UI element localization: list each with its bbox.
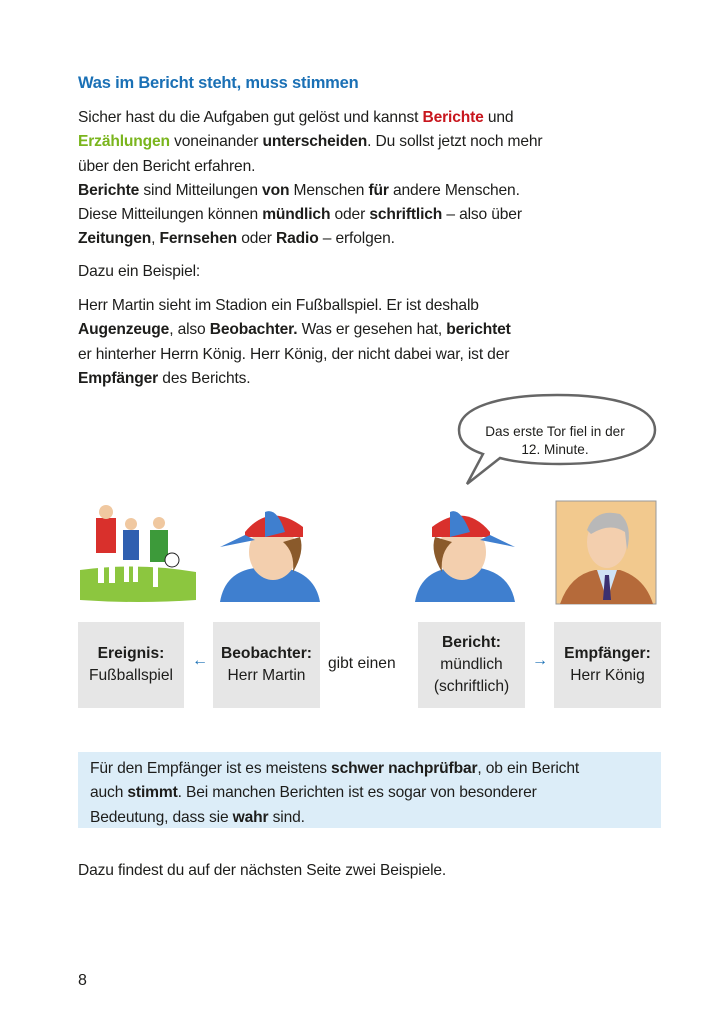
text-segment: Herr Martin sieht im Stadion ein Fußballspiel. Er ist deshalb	[78, 297, 479, 314]
text-segment: oder	[330, 206, 370, 224]
text-line	[78, 203, 542, 227]
page-heading: Was im Bericht steht, muss stimmen	[78, 74, 359, 92]
arrow-left-icon: ←	[192, 652, 208, 669]
receiver-value: Herr König	[570, 667, 645, 684]
emphasized-text: Empfänger	[78, 369, 159, 387]
emphasized-text: berichtet	[446, 321, 511, 339]
text-segment: voneinander	[169, 133, 263, 151]
observer-value: Herr Martin	[227, 667, 306, 684]
text-line	[78, 155, 542, 179]
event-title: Ereignis:	[97, 645, 165, 662]
emphasized-text: Berichte	[78, 181, 140, 199]
text-line	[90, 781, 579, 805]
text-segment: des Berichts.	[158, 369, 251, 387]
text-segment: Dazu ein Beispiel:	[78, 263, 201, 280]
text-segment: über den Bericht erfahren.	[78, 157, 256, 175]
text-segment: Menschen	[289, 181, 369, 199]
emphasized-text: stimmt	[127, 784, 178, 802]
receiver-title: Empfänger:	[564, 645, 651, 662]
text-segment: ,	[151, 230, 160, 248]
event-box	[78, 622, 184, 708]
observer-martin-illustration	[215, 502, 325, 602]
arrow-right-icon: →	[532, 652, 548, 669]
text-segment: – erfolgen.	[318, 230, 395, 248]
text-line	[78, 294, 511, 318]
emphasized-text: Beobachter.	[209, 321, 298, 339]
text-line	[78, 859, 446, 883]
emphasized-text: Zeitungen	[78, 230, 152, 248]
info-box	[78, 752, 661, 828]
emphasized-text: Radio	[276, 230, 319, 248]
example-paragraph	[78, 294, 511, 391]
text-segment: oder	[237, 230, 277, 248]
closing-text	[78, 859, 446, 883]
event-value: Fußballspiel	[88, 667, 174, 684]
observer-title: Beobachter:	[221, 645, 312, 662]
emphasized-text: Fernsehen	[159, 230, 238, 248]
text-segment: und	[483, 109, 514, 126]
text-segment: Sicher hast du die Aufgaben gut gelöst und kannst	[78, 109, 423, 126]
text-segment: er hinterher Herrn König. Herr König, der nicht dabei war, ist der	[78, 345, 510, 363]
text-segment: Diese Mitteilungen können	[78, 206, 263, 224]
text-segment: auch	[90, 784, 128, 802]
text-line	[78, 343, 511, 367]
emphasized-text: wahr	[232, 808, 269, 826]
receiver-koenig-illustration	[555, 500, 657, 605]
emphasized-text: Erzählungen	[78, 133, 170, 151]
report-value: mündlich	[440, 656, 503, 673]
text-segment: , also	[169, 321, 210, 339]
text-segment: Bedeutung, dass sie	[90, 808, 233, 826]
text-line	[78, 227, 542, 251]
text-segment: . Du sollst jetzt noch mehr	[367, 133, 543, 151]
text-line	[90, 806, 579, 830]
text-line	[78, 260, 200, 284]
text-segment: . Bei manchen Berichten ist es sogar von besonderer	[177, 784, 537, 802]
text-segment: andere Menschen.	[388, 181, 520, 199]
speech-line-1: Das erste Tor fiel in der	[485, 424, 625, 439]
text-line	[78, 106, 542, 130]
speech-line-2: 12. Minute.	[521, 442, 589, 457]
observer-box	[213, 622, 320, 708]
text-segment: – also über	[442, 206, 522, 224]
text-segment: , ob ein Bericht	[477, 760, 580, 777]
football-players-illustration	[78, 500, 198, 605]
text-line	[78, 367, 511, 391]
example-intro	[78, 260, 200, 284]
text-line	[78, 179, 542, 203]
emphasized-text: unterscheiden	[262, 133, 368, 151]
report-value-2: (schriftlich)	[433, 678, 510, 695]
text-line	[78, 318, 511, 342]
text-segment: Was er gesehen hat,	[297, 321, 447, 339]
text-segment: Für den Empfänger ist es meistens	[90, 760, 332, 777]
page-number: 8	[78, 972, 87, 989]
report-box	[418, 622, 525, 708]
emphasized-text: für	[368, 181, 389, 199]
report-title: Bericht:	[442, 634, 501, 651]
info-text	[90, 757, 579, 830]
text-line	[78, 130, 542, 154]
observer-reporting-illustration	[410, 502, 520, 602]
receiver-box	[554, 622, 661, 708]
text-segment: Dazu findest du auf der nächsten Seite zwei Beispiele.	[78, 862, 447, 879]
emphasized-text: schriftlich	[369, 206, 443, 224]
emphasized-text: mündlich	[262, 206, 331, 224]
emphasized-text: von	[262, 181, 290, 199]
connector-text: gibt einen	[328, 655, 396, 672]
emphasized-text: schwer nachprüfbar	[331, 760, 478, 777]
speech-bubble-text	[455, 423, 655, 459]
text-line	[90, 757, 579, 781]
text-segment: sind.	[268, 808, 305, 826]
emphasized-text: Augenzeuge	[78, 321, 170, 339]
intro-paragraph	[78, 106, 542, 252]
text-segment: sind Mitteilungen	[139, 181, 263, 199]
emphasized-text: Berichte	[422, 109, 484, 126]
